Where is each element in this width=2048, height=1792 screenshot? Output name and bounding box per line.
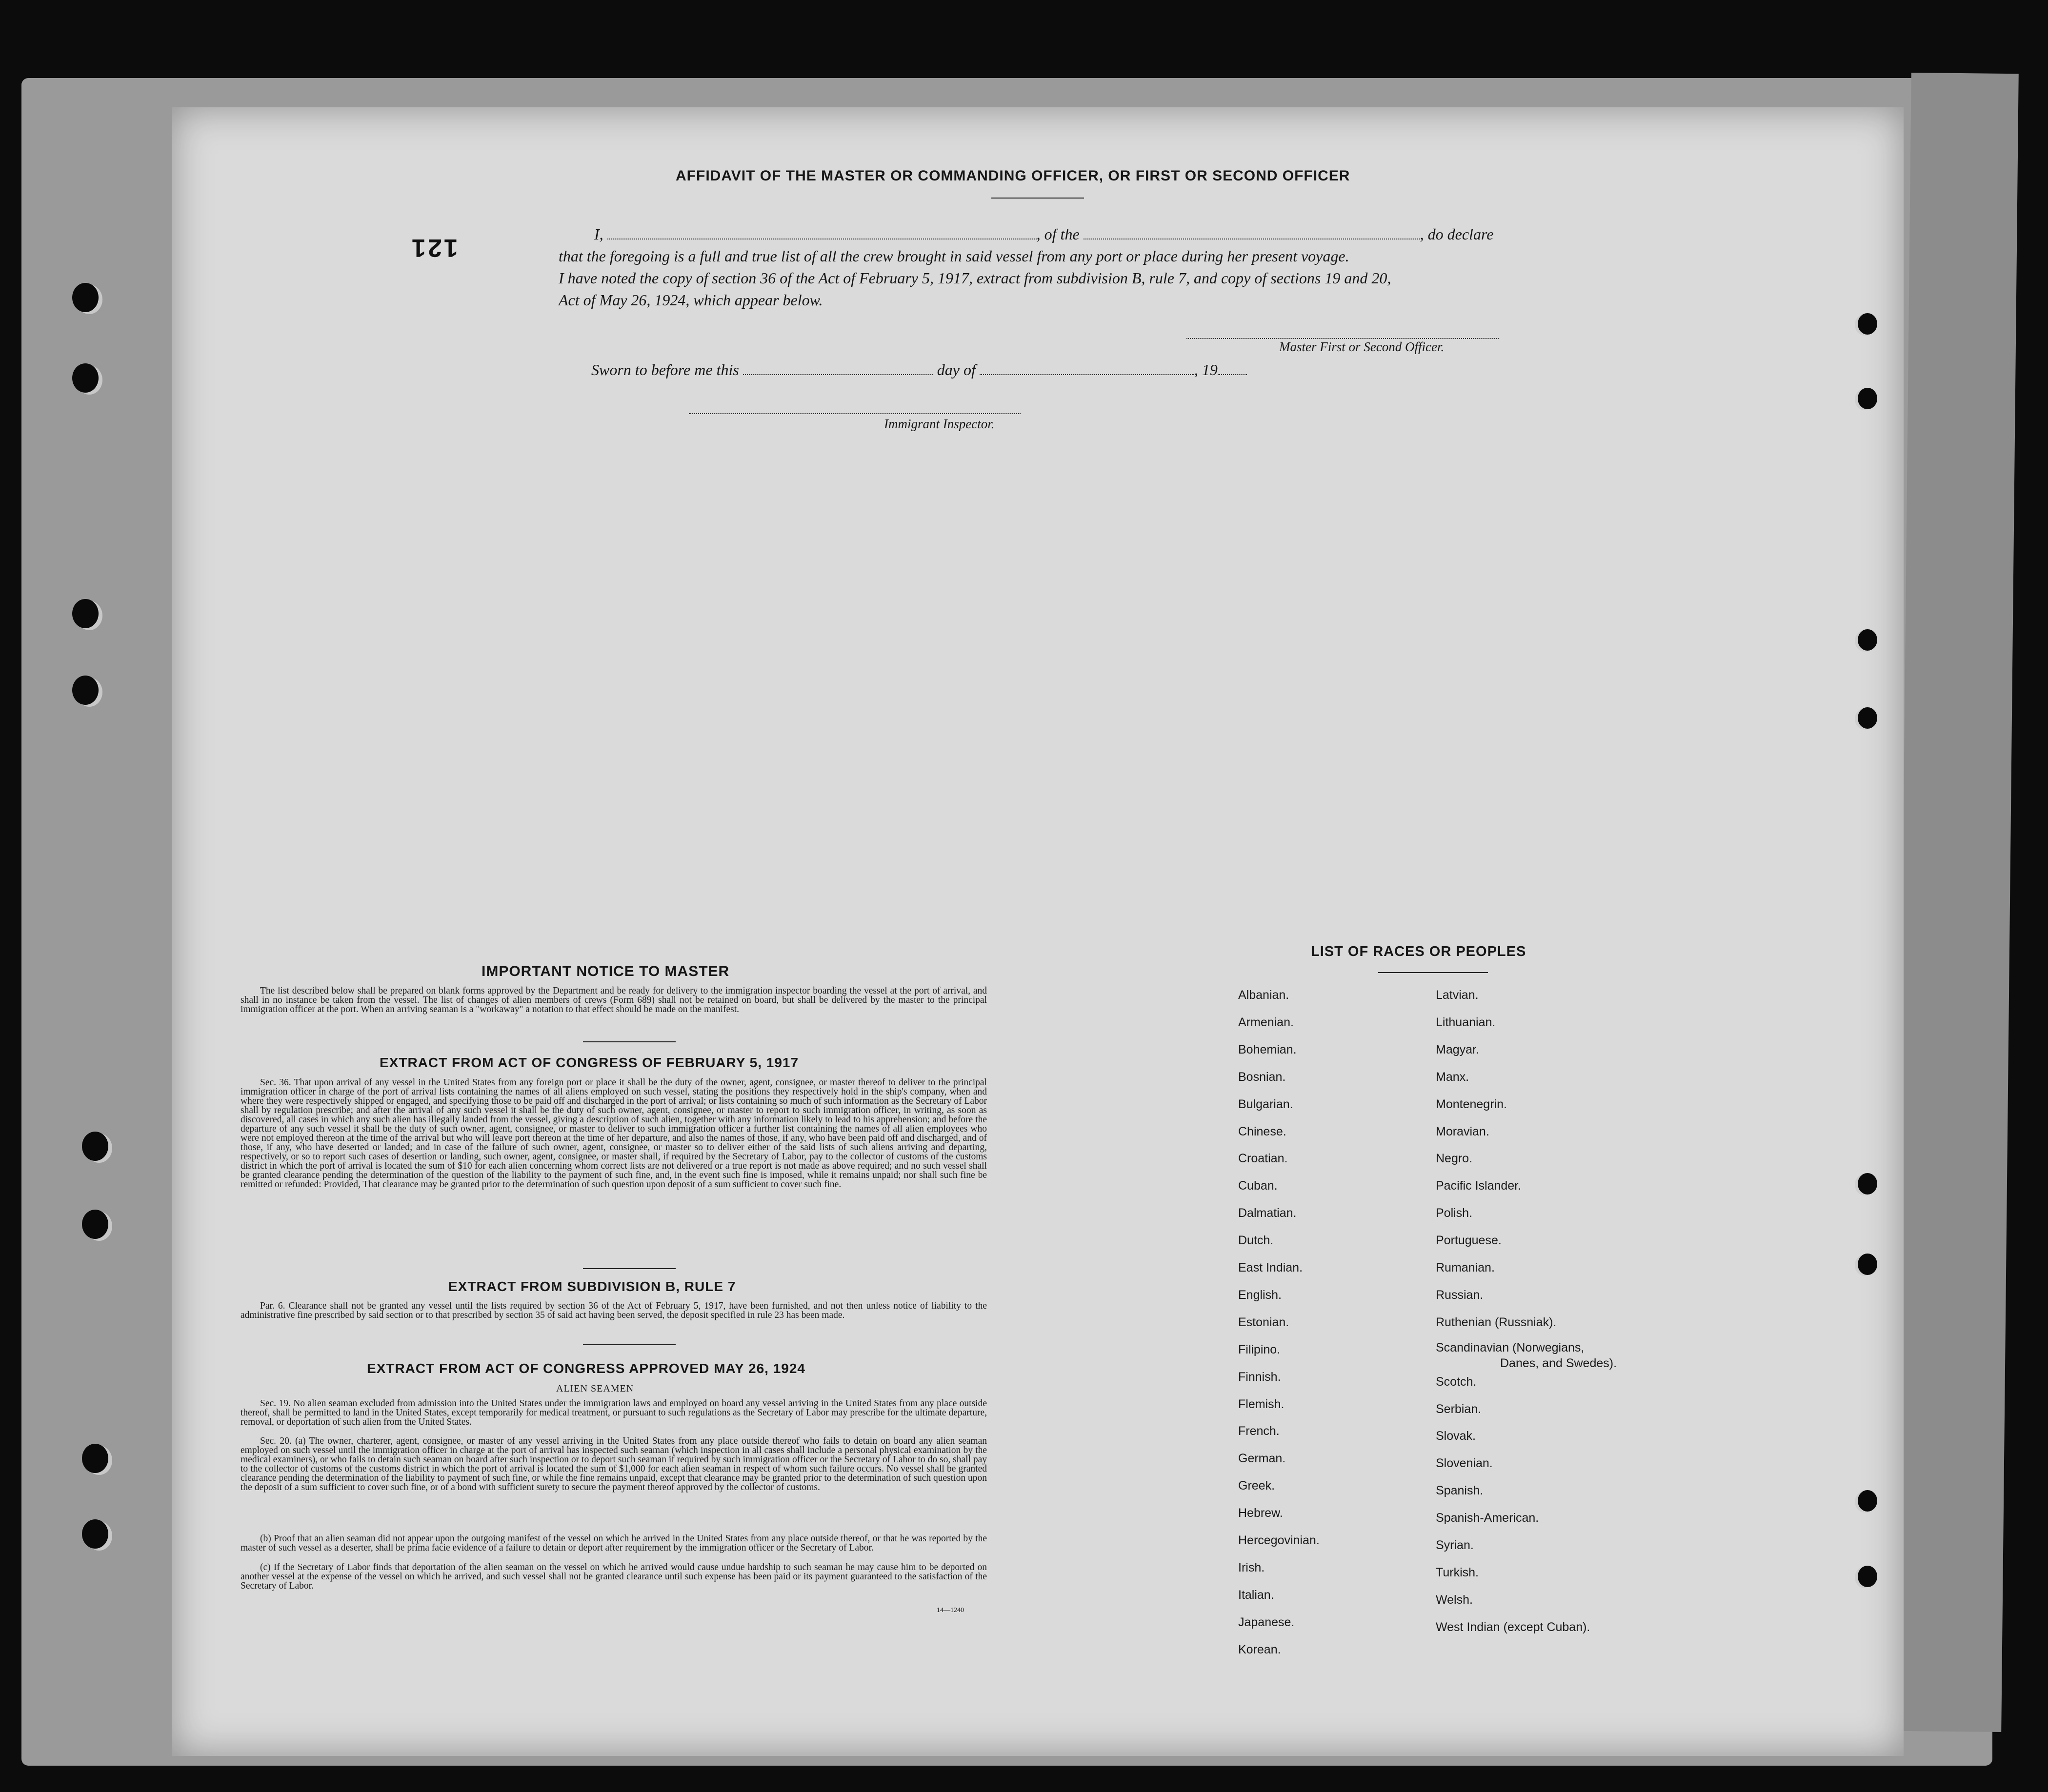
race-item: Ruthenian (Russniak).: [1436, 1315, 1557, 1329]
binder-hole: [1858, 1490, 1877, 1512]
race-item: Bosnian.: [1238, 1070, 1286, 1084]
race-item: Scotch.: [1436, 1374, 1477, 1389]
race-item: Welsh.: [1436, 1593, 1473, 1607]
day-of-label: day of: [937, 361, 976, 378]
affidavit-title: AFFIDAVIT OF THE MASTER OR COMMANDING OFFICER, OR FIRST OR SECOND OFFICER: [676, 168, 1350, 184]
race-item: Spanish.: [1436, 1484, 1484, 1498]
race-item: Syrian.: [1436, 1538, 1474, 1552]
extract-1924-sec20a: Sec. 20. (a) The owner, charterer, agent, consignee, or master of any vessel arriving in the United States from any place outside thereof who fails to detain on board any alien seaman employed on such vessel until the immigration officer in charge at the port of arrival has inspected such seaman (which inspection in all cases shall include a personal physical examination by the medical examiners), or who fails to detain such seaman on board after such inspection or to deport such seaman if required by such immigration officer or the Secretary of Labor to do so, shall pay to the collector of customs of the customs district in which the port of arrival is located the sum of $1,000 for each alien seaman in respect of whom such failure occurs. No vessel shall be granted clearance pending the determination of the liability to payment of such fine, or while the fine remains unpaid, except that clearance may be granted prior to the determination of such question upon the deposit of a sum sufficient to cover such fine, or of a bond with sufficient surety to secure the payment thereof approved by the collector of customs.: [241, 1436, 987, 1493]
binder-hole: [82, 1519, 108, 1549]
race-item: Armenian.: [1238, 1015, 1294, 1029]
races-title: LIST OF RACES OR PEOPLES: [1311, 944, 1526, 959]
binder-hole: [1858, 313, 1877, 335]
race-item: Negro.: [1436, 1152, 1473, 1166]
race-item: Irish.: [1238, 1560, 1265, 1574]
race-item: Rumanian.: [1436, 1261, 1495, 1274]
race-item: Dutch.: [1238, 1234, 1274, 1248]
race-item: Finnish.: [1238, 1370, 1281, 1384]
extract-1924-title: EXTRACT FROM ACT OF CONGRESS APPROVED MAY 26, 1924: [367, 1361, 805, 1376]
binder-hole: [82, 1132, 108, 1161]
race-item: Slovenian.: [1436, 1456, 1493, 1471]
extract-1924-sec19: Sec. 19. No alien seaman excluded from admission into the United States under the immigration laws and employed on board any vessel arriving in the United States from any place outside thereof, shall be permitted to land in the United States, except temporarily for medical treatment, or pursuant to such regulations as the Secretary of Labor may prescribe for the ultimate departure, removal, or deportation of such alien from the United States.: [241, 1398, 987, 1427]
race-item: French.: [1238, 1424, 1280, 1438]
sworn-day-field[interactable]: [743, 363, 933, 375]
race-item: English.: [1238, 1288, 1282, 1302]
race-item: Filipino.: [1238, 1342, 1281, 1356]
affidavit-line-4: Act of May 26, 1924, which appear below.: [559, 291, 823, 309]
binder-hole: [1858, 1254, 1877, 1275]
officer-signature-label: Master First or Second Officer.: [1279, 339, 1445, 354]
race-item: Serbian.: [1436, 1402, 1482, 1416]
race-item: Moravian.: [1436, 1124, 1489, 1138]
notice-title: IMPORTANT NOTICE TO MASTER: [482, 963, 730, 979]
race-item: Korean.: [1238, 1642, 1281, 1656]
race-item: Danes, and Swedes).: [1500, 1356, 1617, 1370]
race-item: German.: [1238, 1452, 1286, 1466]
officer-signature-line[interactable]: [1186, 338, 1499, 339]
sworn-line: [591, 361, 1247, 379]
binder-hole: [82, 1444, 108, 1473]
race-item: Flemish.: [1238, 1397, 1285, 1411]
race-item: Albanian.: [1238, 988, 1289, 1002]
affidavit-line-1: [594, 225, 1493, 243]
race-item: Italian.: [1238, 1588, 1274, 1602]
race-item: Turkish.: [1436, 1565, 1479, 1579]
race-item: Lithuanian.: [1436, 1015, 1496, 1029]
race-item: Cuban.: [1238, 1179, 1278, 1193]
extract-1924-sec20b: (b) Proof that an alien seaman did not appear upon the outgoing manifest of the vessel on which he arrived in the United States from any place outside thereof, or that he was reported by the master of such vessel as a deserter, shall be prima facie evidence of a failure to detain or deport after requirement by the immigration officer or the Secretary of Labor.: [241, 1533, 987, 1553]
race-item: Russian.: [1436, 1288, 1484, 1302]
affidavit-declare: , do declare: [1420, 225, 1494, 243]
race-item: Chinese.: [1238, 1124, 1286, 1138]
extract-1924-subtitle: ALIEN SEAMEN: [556, 1383, 634, 1394]
race-item: Dalmatian.: [1238, 1206, 1297, 1220]
race-item: Pacific Islander.: [1436, 1179, 1522, 1193]
stamp-number: 121: [410, 234, 458, 262]
sworn-month-field[interactable]: [980, 363, 1194, 375]
extract-1924-sec20c: (c) If the Secretary of Labor finds that deportation of the alien seaman on the vessel on which he arrived would cause undue hardship to such seaman he may cause him to be deported on another vessel at the expense of the vessel on which he arrived, and such vessel shall not be granted clearance until such expense has been paid or its payment guaranteed to the satisfaction of the Secretary of Labor.: [241, 1562, 987, 1591]
race-item: Hercegovinian.: [1238, 1533, 1320, 1547]
form-number: 14—1240: [937, 1607, 964, 1614]
binder-hole: [1858, 1173, 1877, 1195]
sworn-year-field[interactable]: [1218, 363, 1247, 375]
race-item: Bohemian.: [1238, 1042, 1297, 1056]
race-item: Scandinavian (Norwegians,: [1436, 1340, 1585, 1354]
inspector-signature-line[interactable]: [689, 413, 1021, 414]
affidavit-line-2: that the foregoing is a full and true list of all the crew brought in said vessel from any port or place during her present voyage.: [559, 247, 1349, 265]
race-item: Hebrew.: [1238, 1506, 1283, 1520]
divider: [583, 1041, 676, 1042]
affidavit-of-the: , of the: [1036, 225, 1080, 243]
divider: [583, 1268, 676, 1269]
notice-body: The list described below shall be prepared on blank forms approved by the Department and be ready for delivery to the immigration inspector boarding the vessel at the port of arrival, and shall in no instance be taken from the vessel. The list of changes of alien members of crews (Form 689) shall not be retained on board, but shall be delivered by the master to the principal immigration officer at the port. When an arriving seaman is a "workaway" a notation to that effect should be made on the manifest.: [241, 986, 987, 1015]
race-item: Manx.: [1436, 1070, 1469, 1084]
race-item: East Indian.: [1238, 1261, 1303, 1274]
extract-1917-body: Sec. 36. That upon arrival of any vessel in the United States from any foreign port or place it shall be the duty of the owner, agent, consignee, or master thereof to deliver to the principal immigration officer in charge of the port of arrival lists containing the names of all aliens employed on such vessel, stating the positions they respectively hold in the ship's company, when and where they were respectively shipped or engaged, and specifying those to be paid off and discharged in the port of arrival; or lists containing so much of such information as the Secretary of Labor shall by regulation prescribe; and after the arrival of any such vessel it shall be the duty of such owner, agent, consignee, or master to report to such immigration officer, in writing, as soon as discovered, all cases in which any such alien has illegally landed from the vessel, giving a description of such alien, together with any information likely to lead to his apprehension; and before the departure of any such vessel it shall be the duty of such owner, agent, consignee, or master to deliver to such immigration officer a further list containing the names of all alien employees who were not employed thereon at the time of the arrival but who will leave port thereon at the time of her departure, and also the names of those, if any, who have been paid off and discharged, and of those, if any, who have deserted or landed; and in case of the failure of such owner, agent, consignee, or master so to deliver either of the said lists of such aliens arriving and departing, respectively, or so to report such cases of desertion or landing, such owner, agent, consignee, or master shall, if required by the Secretary of Labor, pay to the collector of customs of the customs district in which the port of arrival is located the sum of $10 for each alien concerning whom correct lists are not delivered or a true report is not made as above required; and no such vessel shall be granted clearance pending the determination of the question of the liability to the payment of such fine, and, in the event such fine is imposed, while it remains unpaid; nor shall such fine be remitted or refunded: Provided, That clearance may be granted prior to the determination of such question upon deposit of a sum sufficient to cover such fine.: [241, 1077, 987, 1190]
binder-hole: [72, 283, 99, 312]
affidavit-i: I,: [594, 225, 603, 243]
master-name-field[interactable]: [607, 228, 1037, 239]
divider: [583, 1344, 676, 1345]
race-item: Magyar.: [1436, 1042, 1479, 1056]
sworn-label: Sworn to before me this: [591, 361, 739, 378]
inspector-signature-label: Immigrant Inspector.: [884, 417, 995, 431]
binder-hole: [1858, 388, 1877, 409]
binder-hole: [82, 1210, 108, 1239]
back-sheet-edge: [1894, 73, 2019, 1732]
subdivision-b-body: Par. 6. Clearance shall not be granted any vessel until the lists required by section 36 of the Act of February 5, 1917, have been furnished, and not then unless notice of liability to the administrative fine prescribed by said section or to that prescribed by section 35 of said act having been served, the deposit specified in rule 23 has been made.: [241, 1301, 987, 1320]
race-item: West Indian (except Cuban).: [1436, 1620, 1590, 1634]
affidavit-line-3: I have noted the copy of section 36 of the Act of February 5, 1917, extract from subdivision B, rule 7, and copy of sections 19 and 20,: [559, 269, 1391, 287]
race-item: Greek.: [1238, 1479, 1275, 1493]
binder-hole: [1858, 707, 1877, 729]
race-item: Croatian.: [1238, 1152, 1288, 1166]
race-item: Japanese.: [1238, 1615, 1295, 1629]
race-item: Estonian.: [1238, 1315, 1289, 1329]
binder-hole: [72, 676, 99, 705]
divider: [1378, 972, 1488, 973]
binder-hole: [1858, 1566, 1877, 1587]
vessel-name-field[interactable]: [1084, 228, 1420, 239]
race-item: Slovak.: [1436, 1429, 1476, 1443]
race-item: Spanish-American.: [1436, 1511, 1539, 1525]
race-item: Montenegrin.: [1436, 1097, 1507, 1111]
binder-hole: [72, 599, 99, 628]
binder-hole: [72, 363, 99, 393]
race-item: Latvian.: [1436, 988, 1479, 1002]
divider: [991, 198, 1084, 199]
race-item: Bulgarian.: [1238, 1097, 1293, 1111]
subdivision-b-title: EXTRACT FROM SUBDIVISION B, RULE 7: [448, 1279, 736, 1294]
year-label: , 19: [1194, 361, 1218, 378]
extract-1917-title: EXTRACT FROM ACT OF CONGRESS OF FEBRUARY 5, 1917: [380, 1055, 799, 1070]
race-item: Portuguese.: [1436, 1234, 1502, 1248]
binder-hole: [1858, 629, 1877, 651]
form-sheet: [172, 107, 1904, 1756]
race-item: Polish.: [1436, 1206, 1473, 1220]
